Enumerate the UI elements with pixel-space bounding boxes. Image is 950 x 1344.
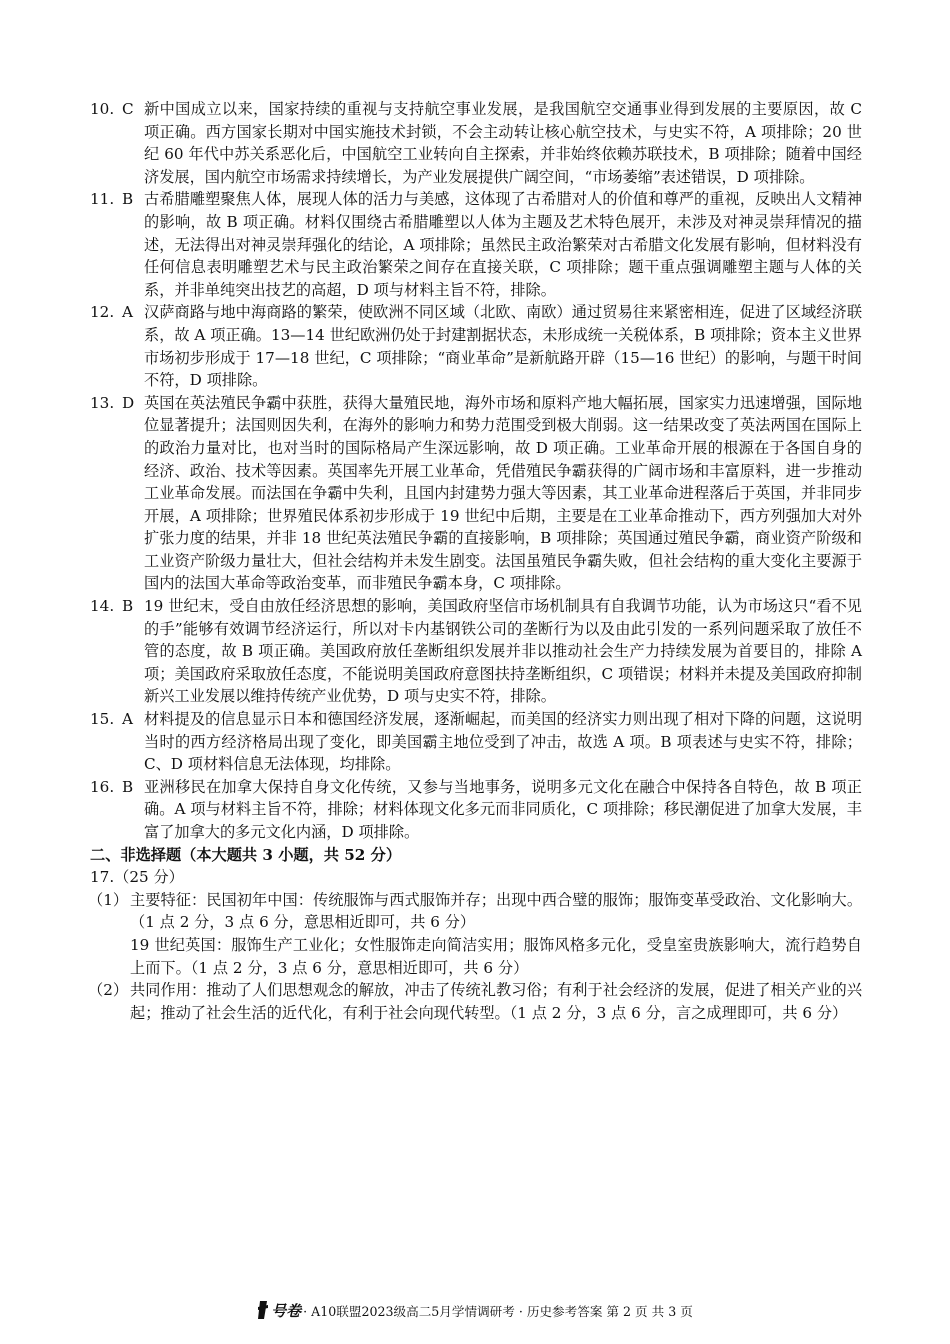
answer-content (90, 98, 862, 1024)
answer-letter: C (122, 100, 134, 118)
answer-letter: D (122, 393, 135, 412)
brand-logo-text: 号卷 (271, 1302, 302, 1320)
question-number: 16. (90, 777, 115, 796)
part-1-china-text: 主要特征：民国初年中国：传统服饰与西式服饰并存；出现中西合璧的服饰；服饰变革受政治、文化影响大。（1 点 2 分，3 点 6 分，意思相近即可，共 6 分） (130, 890, 862, 932)
question-number: 12. (90, 303, 115, 322)
part-2-text: 共同作用：推动了人们思想观念的解放，冲击了传统礼教习俗；有利于社会经济的发展，促进了相关产业的兴起；推动了社会生活的近代化，有利于社会向现代转型。（1 点 2 分，3 点 6 分，言之成理即可，共 6 分） (130, 981, 862, 1022)
question-17-part-1 (90, 889, 862, 979)
question-number: 11. (90, 190, 115, 209)
explanation-text: 英国在英法殖民争霸中获胜，获得大量殖民地，海外市场和原料产地大幅拓展，国家实力迅速增强，国际地位显著提升；法国则因失利，在海外的影响力和势力范围受到极大削弱。这一结果改变了英法两国在国际上的政治力量对比，也对当时的国际格局产生深远影响，故 D 项正确。工业革命开展的根源在于各国自身的经济、政治、技术等因素。英国率先开展工业革命，凭借殖民争霸获得的广阔市场和丰富原料，进一步推动工业革命发展。而法国在争霸中失利，且国内封建势力强大等因素，其工业革命进程落后于英国，并非同步开展，A 项排除；世界殖民体系初步形成于 19 世纪中后期，主要是在工业革命推动下，西方列强加大对外扩张力度的结果，并非 18 世纪英法殖民争霸的直接影响，B 项排除；英国通过殖民争霸，商业资产阶级和工业资产阶级力量壮大，但社会结构并未发生剧变。法国虽殖民争霸失败，但社会结构的重大变化主要源于国内的法国大革命等政治变革，而非殖民争霸本身，C 项排除。 (144, 393, 862, 593)
question-13 (90, 392, 862, 595)
question-10 (90, 98, 862, 188)
question-number: 14. (90, 597, 115, 616)
answer-letter: B (122, 597, 134, 616)
question-number: 10. (90, 100, 115, 118)
question-17-part-2 (90, 979, 862, 1024)
explanation-text: 汉萨商路与地中海商路的繁荣，使欧洲不同区域（北欧、南欧）通过贸易往来紧密相连，促进了区域经济联系，故 A 项正确。13—14 世纪欧洲仍处于封建割据状态，未形成统一关税体系，B 项排除；资本主义世界市场初步形成于 17—18 世纪，C 项排除；“商业革命”是新航路开辟（15—16 世纪）的影响，与题干时间不符，D 项排除。 (144, 303, 862, 390)
question-14 (90, 595, 862, 708)
explanation-text: 材料提及的信息显示日本和德国经济发展，逐渐崛起，而美国的经济实力则出现了相对下降的问题，这说明当时的西方经济格局出现了变化，即美国霸主地位受到了冲击，故选 A 项。B 项表述与史实不符，排除；C、D 项材料信息无法体现，均排除。 (144, 710, 862, 774)
answer-letter: B (122, 190, 134, 209)
question-16 (90, 776, 862, 844)
page-footer (0, 1300, 950, 1326)
question-11 (90, 188, 862, 301)
explanation-text: 新中国成立以来，国家持续的重视与支持航空事业发展，是我国航空交通事业得到发展的主要原因，故 C 项正确。西方国家长期对中国实施技术封锁，不会主动转让核心航空技术，与史实不符，A 项排除；20 世纪 60 年代中苏关系恶化后，中国航空工业转向自主探索，并非始终依赖苏联技术，B 项排除；随着中国经济发展，国内航空市场需求持续增长，为产业发展提供广阔空间，“市场萎缩”表述错误，D 项排除。 (144, 100, 862, 186)
brand-logo-icon (257, 1300, 269, 1326)
question-12 (90, 301, 862, 391)
part-1-britain-text: 19 世纪英国：服饰生产工业化；女性服饰走向简洁实用；服饰风格多元化，受皇室贵族影响大，流行趋势自上而下。（1 点 2 分，3 点 6 分，意思相近即可，共 6 分） (130, 935, 862, 977)
answer-letter: B (122, 777, 134, 796)
section-heading: 二、非选择题（本大题共 3 小题，共 52 分） (90, 845, 402, 864)
explanation-text: 19 世纪末，受自由放任经济思想的影响，美国政府坚信市场机制具有自我调节功能，认为市场这只“看不见的手”能够有效调节经济运行，所以对卡内基钢铁公司的垄断行为以及由此引发的一系列问题采取了放任不管的态度，故 B 项正确。美国政府放任垄断组织发展并非以推动社会生产力持续发展为首要目的，排除 A 项；美国政府采取放任态度，不能说明美国政府意图扶持垄断组织，C 项错误；材料并未提及美国政府抑制新兴工业发展以维持传统产业优势，D 项与史实不符，排除。 (144, 597, 862, 706)
answer-letter: A (122, 710, 133, 729)
explanation-text: 古希腊雕塑聚焦人体，展现人体的活力与美感，这体现了古希腊对人的价值和尊严的重视，反映出人文精神的影响，故 B 项正确。材料仅围绕古希腊雕塑以人体为主题及艺术特色展开，未涉及对神灵崇拜情况的描述，无法得出对神灵崇拜强化的结论，A 项排除；虽然民主政治繁荣对古希腊文化发展有影响，但材料没有任何信息表明雕塑艺术与民主政治繁荣之间存在直接关联，C 项排除；题干重点强调雕塑主题与人体的关系，并非单纯突出技艺的高超，D 项与材料主旨不符，排除。 (144, 190, 862, 299)
question-15 (90, 708, 862, 776)
answer-letter: A (122, 303, 133, 322)
part-marker: （1） (88, 890, 129, 909)
explanation-text: 亚洲移民在加拿大保持自身文化传统，又参与当地事务，说明多元文化在融合中保持各自特色，故 B 项正确。A 项与材料主旨不符，排除；材料体现文化多元而非同质化，C 项排除；移民潮促进了加拿大发展，丰富了加拿大的多元文化内涵，D 项排除。 (144, 777, 862, 841)
question-number: 15. (90, 710, 115, 729)
footer-text: · A10联盟2023级高二5月学情调研考 · 历史参考答案 第 2 页 共 3 页 (303, 1304, 693, 1319)
question-17-title: 17.（25 分） (90, 868, 184, 887)
part-marker: （2） (88, 981, 129, 1000)
question-number: 13. (90, 393, 115, 412)
